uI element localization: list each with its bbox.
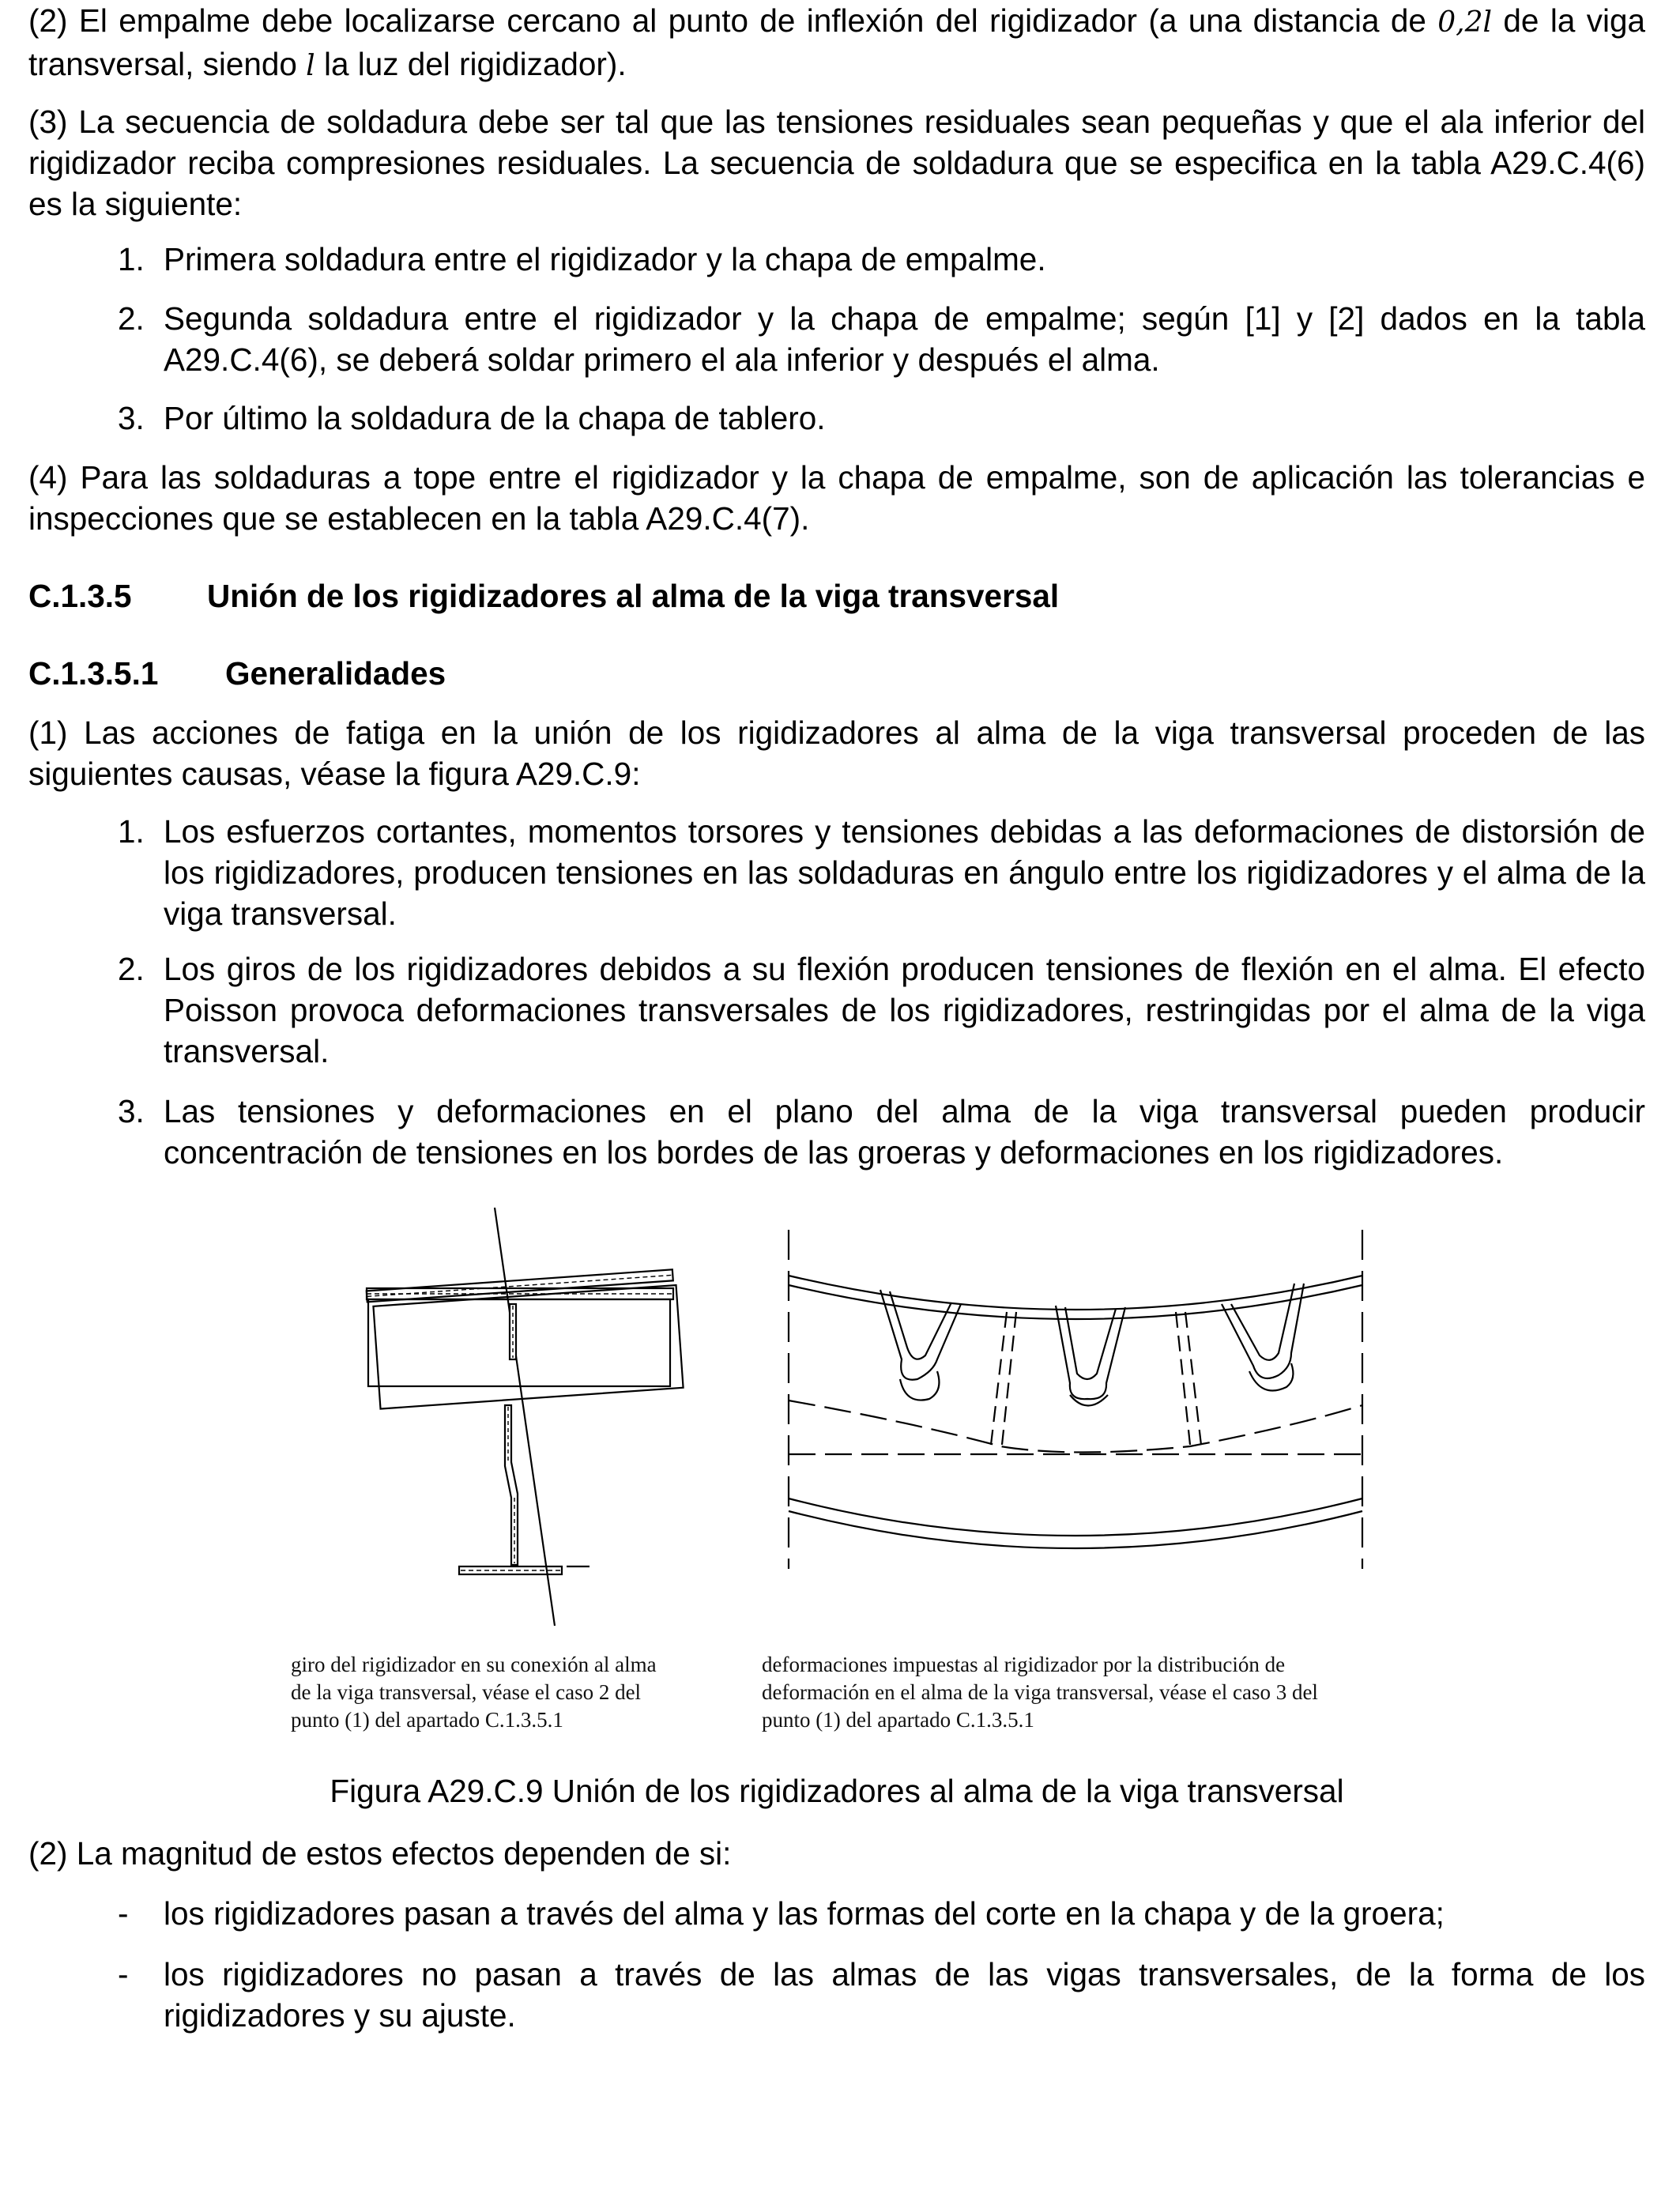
heading-code: C.1.3.5 — [28, 578, 132, 614]
list-text: Segunda soldadura entre el rigidizador y la chapa de empalme; según [1] y [2] dados en la tabla A29.C.4(6), se deberá soldar primero el ala inferior y después el alma. — [164, 300, 1645, 378]
caption-line: punto (1) del apartado C.1.3.5.1 — [762, 1708, 1034, 1732]
heading-code: C.1.3.5.1 — [28, 655, 159, 692]
math-inline: 0,2l — [1437, 6, 1493, 39]
paragraph-1-acciones: (1) Las acciones de fatiga en la unión de los rigidizadores al alma de la viga transversal proceden de las siguientes causas, véase la figura A29.C.9: — [28, 714, 1645, 792]
list-text: Las tensiones y deformaciones en el plano del alma de la viga transversal pueden producir concentración de tensiones en los bordes de las groeras y deformaciones en los rigidizadores. — [164, 1093, 1645, 1171]
figure-caption: Figura A29.C.9 Unión de los rigidizadores al alma de la viga transversal — [330, 1773, 1344, 1809]
list-number: 2. — [118, 300, 145, 337]
list-text: los rigidizadores no pasan a través de las almas de las vigas transversales, de la forma de los rigidizadores y su ajuste. — [164, 1956, 1645, 2034]
figure-left-caption — [291, 1651, 657, 1734]
list-number: 3. — [118, 400, 145, 436]
list-text: Por último la soldadura de la chapa de tablero. — [164, 400, 826, 436]
caption-line: deformaciones impuestas al rigidizador por la distribución de — [762, 1653, 1286, 1676]
text-run: la luz del rigidizador). — [315, 46, 627, 82]
caption-line: de la viga transversal, véase el caso 2 del — [291, 1680, 642, 1704]
paragraph-2-magnitud: (2) La magnitud de estos efectos dependen de si: — [28, 1835, 732, 1872]
caption-line: punto (1) del apartado C.1.3.5.1 — [291, 1708, 563, 1732]
list-bullet: - — [118, 1956, 129, 1992]
paragraph-3-secuencia: (3) La secuencia de soldadura debe ser tal que las tensiones residuales sean pequeñas y que el ala inferior del rigidizador reciba compresiones residuales. La secuencia de soldadura que se especifica en la tabla A29.C.4(6) es la siguiente: — [28, 104, 1645, 222]
list-number: 3. — [118, 1093, 145, 1129]
list-text: Los giros de los rigidizadores debidos a su flexión producen tensiones de flexión en el alma. El efecto Poisson provoca deformaciones transversales de los rigidizadores, restringidas por el alma de la viga transversal. — [164, 951, 1645, 1069]
paragraph-4-tolerancias: (4) Para las soldaduras a tope entre el rigidizador y la chapa de empalme, son de aplicación las tolerancias e inspecciones que se establecen en la tabla A29.C.4(7). — [28, 459, 1645, 537]
caption-line: deformación en el alma de la viga transversal, véase el caso 3 del — [762, 1680, 1318, 1704]
figure-right-caption — [762, 1651, 1318, 1734]
list-text: Los esfuerzos cortantes, momentos torsores y tensiones debidas a las deformaciones de distorsión de los rigidizadores, producen tensiones en las soldaduras en ángulo entre los rigidizadores y el alma de la viga transversal. — [164, 813, 1645, 932]
text-run: de la viga transversal, siendo — [28, 2, 1646, 82]
list-number: 1. — [118, 241, 145, 277]
list-text: los rigidizadores pasan a través del alma y las formas del corte en la chapa y de la groera; — [164, 1895, 1445, 1932]
math-inline: l — [306, 50, 315, 82]
list-bullet: - — [118, 1895, 129, 1932]
list-text: Primera soldadura entre el rigidizador y la chapa de empalme. — [164, 241, 1046, 277]
heading-title: Unión de los rigidizadores al alma de la viga transversal — [207, 578, 1060, 614]
text-run: (2) El empalme debe localizarse cercano al punto de inflexión del rigidizador (a una distancia de — [28, 2, 1438, 39]
caption-line: giro del rigidizador en su conexión al alma — [291, 1653, 657, 1676]
list-number: 1. — [118, 813, 145, 850]
list-number: 2. — [118, 951, 145, 987]
heading-title: Generalidades — [225, 655, 446, 692]
